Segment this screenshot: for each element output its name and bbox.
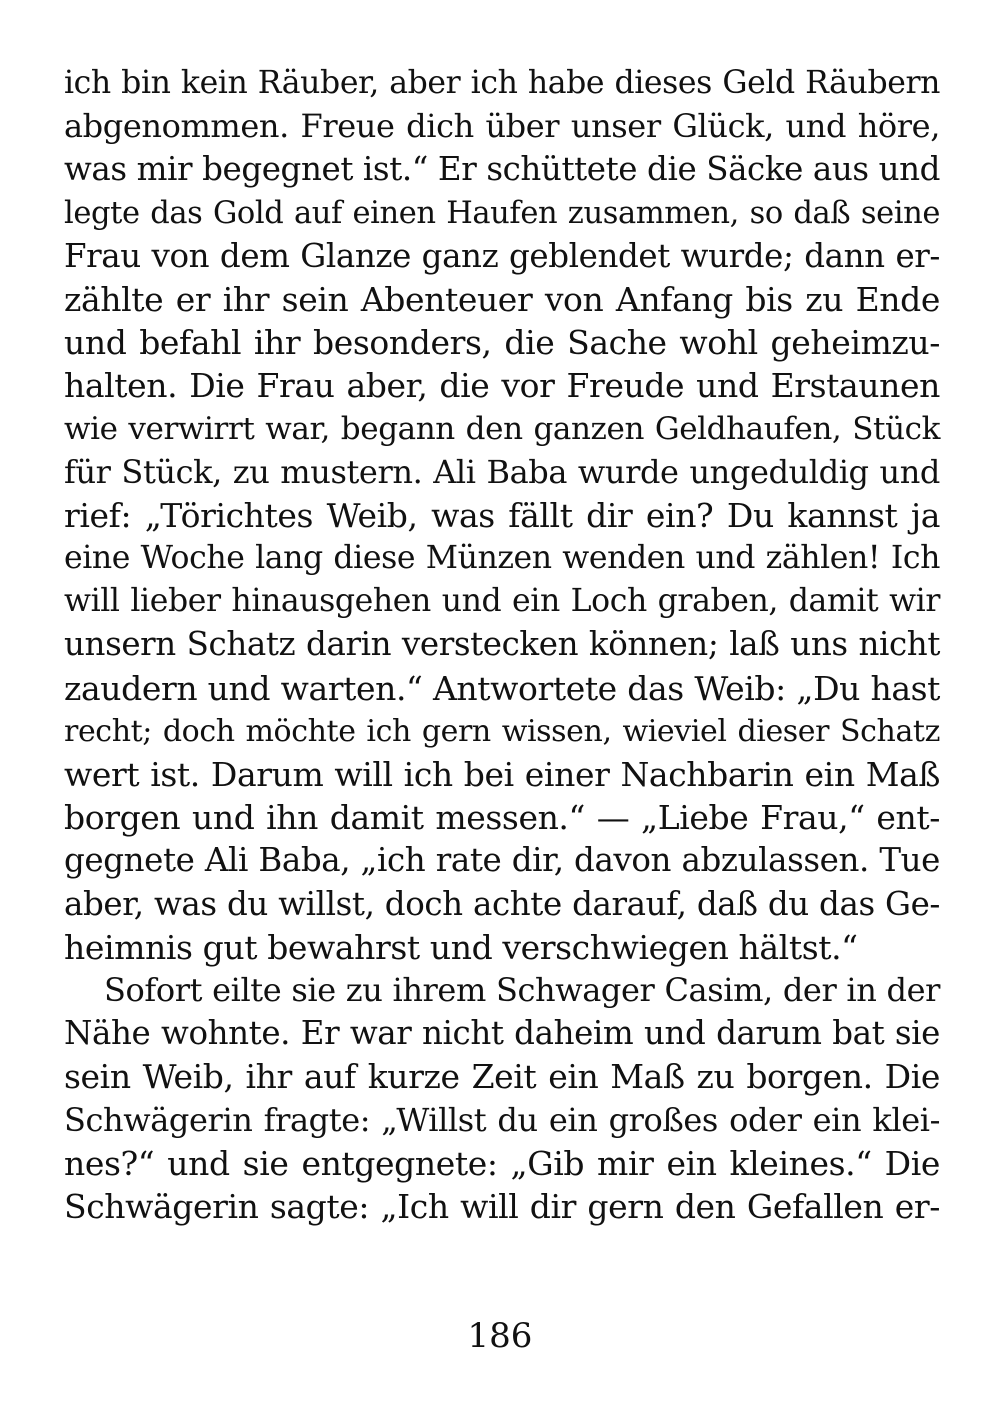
text-line: was mir begegnet ist.“ Er schüttete die Säcke aus und <box>64 150 941 189</box>
text-line: will lieber hinausgehen und ein Loch graben, damit wir <box>64 583 940 620</box>
text-line: sein Weib, ihr auf kurze Zeit ein Maß zu borgen. Die <box>64 1057 940 1097</box>
text-line: abgenommen. Freue dich über unser Glück, und höre, <box>64 107 940 146</box>
page-number: 186 <box>467 1316 533 1356</box>
text-line: unsern Schatz darin verstecken können; laß uns nicht <box>64 625 940 664</box>
text-line: halten. Die Frau aber, die vor Freude und Erstaunen <box>64 366 940 406</box>
text-line: eine Woche lang diese Münzen wenden und zählen! Ich <box>64 540 940 577</box>
text-line: zaudern und warten.“ Antwortete das Weib: „Du hast <box>64 668 940 708</box>
text-line: recht; doch möchte ich gern wissen, wieviel dieser Schatz <box>64 713 940 749</box>
text-line: und befahl ihr besonders, die Sache wohl geheimzu- <box>64 323 940 363</box>
text-line: nes?“ und sie entgegnete: „Gib mir ein kleines.“ Die <box>64 1143 940 1183</box>
text-line: heimnis gut bewahrst und verschwiegen hältst.“ <box>64 927 858 967</box>
text-line: ich bin kein Räuber, aber ich habe dieses Geld Räubern <box>64 65 940 101</box>
text-line: Schwägerin fragte: „Willst du ein großes oder ein klei- <box>64 1100 940 1139</box>
text-line: legte das Gold auf einen Haufen zusammen, so daß seine <box>64 195 940 231</box>
body-text <box>64 62 940 1228</box>
text-line: Sofort eilte sie zu ihrem Schwager Casim, der in der <box>104 970 940 1009</box>
text-line: wie verwirrt war, begann den ganzen Geldhaufen, Stück <box>64 410 940 447</box>
text-line: gegnete Ali Baba, „ich rate dir, davon abzulassen. Tue <box>64 841 940 880</box>
text-line: zählte er ihr sein Abenteuer von Anfang bis zu Ende <box>64 279 940 319</box>
text-line: rief: „Törichtes Weib, was fällt dir ein? Du kannst ja <box>64 495 940 535</box>
text-line: Frau von dem Glanze ganz geblendet wurde; dann er- <box>64 236 940 275</box>
text-line: Nähe wohnte. Er war nicht daheim und darum bat sie <box>64 1014 940 1053</box>
text-line: borgen und ihn damit messen.“ — „Liebe Frau,“ ent- <box>64 798 940 838</box>
text-line: für Stück, zu mustern. Ali Baba wurde ungeduldig und <box>64 452 940 491</box>
text-line: aber, was du willst, doch achte darauf, daß du das Ge- <box>64 884 940 923</box>
text-line: Schwägerin sagte: „Ich will dir gern den Gefallen er- <box>64 1186 940 1226</box>
text-line: wert ist. Darum will ich bei einer Nachbarin ein Maß <box>64 755 940 794</box>
